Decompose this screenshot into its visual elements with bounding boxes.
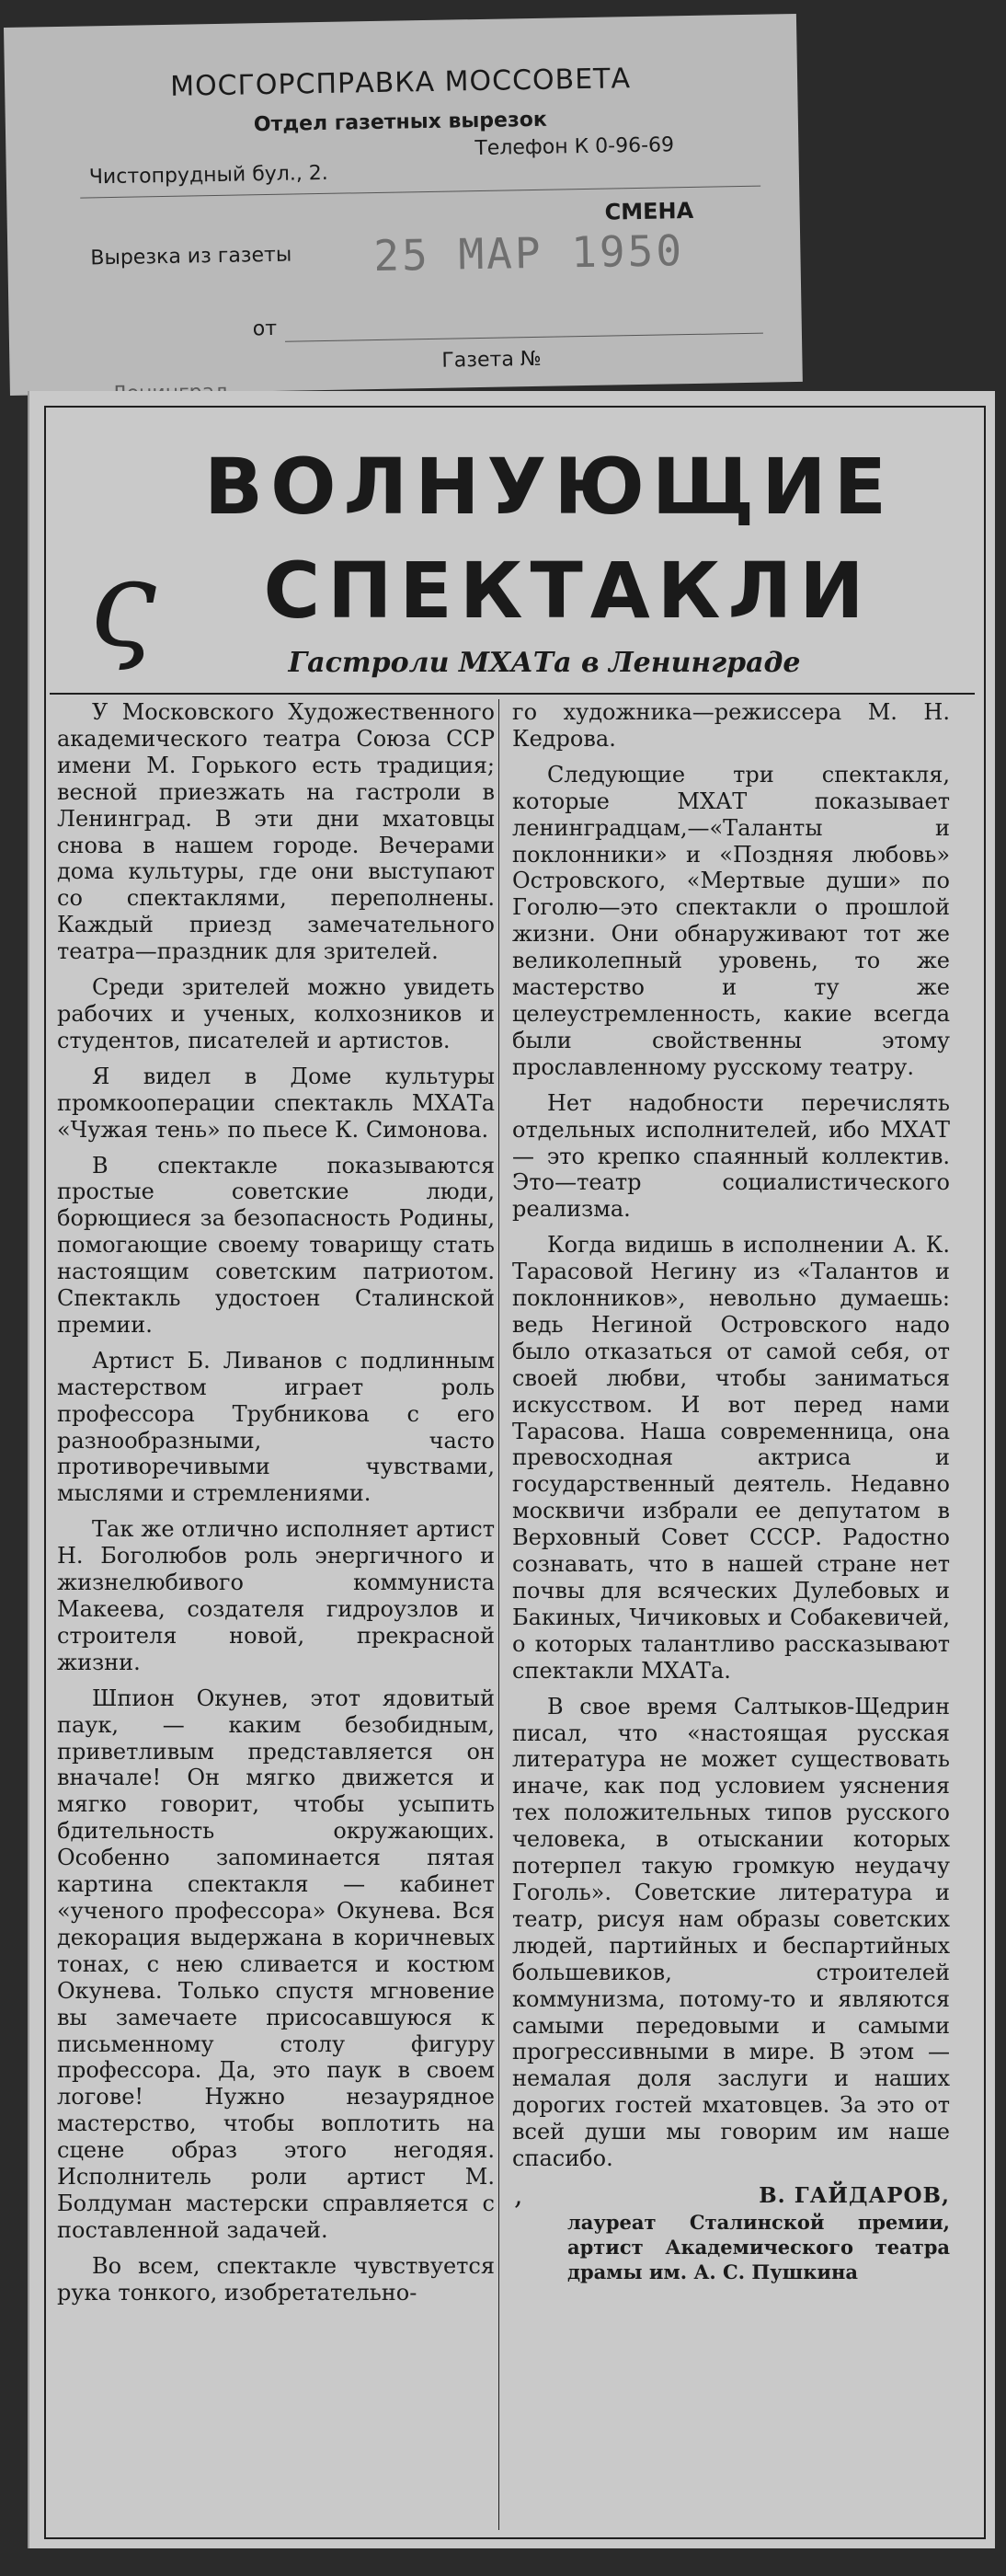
paragraph: Артист Б. Ливанов с подлинным мастерством играет роль профессора Трубникова с его разнообразными, часто противоречивыми чувствами, мыслями и стремлениями. xyxy=(57,1347,495,1507)
paragraph: Так же отлично исполняет артист Н. Боголюбов роль энергичного и жизнелюбивого коммуниста Макеева, создателя гидроузлов и строителя новой, прекрасной жизни. xyxy=(57,1516,495,1675)
paragraph: У Московского Художественного академического театра Союза ССР имени М. Горького есть традиция; весной приезжать на гастроли в Ленинград. В эти дни мхатовцы снова в нашем городе. Вечерами дома культуры, где они выступают со спектаклями, переполнены. Каждый приезд замечательного театра—праздник для зрителей. xyxy=(57,699,495,965)
paragraph: В свое время Салтыков-Щедрин писал, что «настоящая русская литература не может существовать иначе, как под условием уяснения тех положительных типов русского человека, в отыскании которых потерпел такую громкую неудачу Гоголь». Советские литература и театр, рисуя нам образы советских людей, партийных и беспартийных большевиков, строителей коммунизма, потому-то и являются самыми передовыми и самыми прогрессивными в мире. В этом — немалая доля заслуги и наших дорогих гостей мхатовцев. За это от всей души мы говорим им наше спасибо. xyxy=(512,1693,950,2172)
headline-line-1: ВОЛНУЮЩИЕ xyxy=(204,442,894,532)
stamp-from-label: от xyxy=(252,316,278,341)
paragraph: В спектакле показываются простые советские люди, борющиеся за безопасность Родины, помогающие своему товарищу стать настоящим советским патриотом. Спектакль удостоен Сталинской премии. xyxy=(57,1152,495,1338)
article-column-left xyxy=(57,699,495,2306)
paragraph: Шпион Окунев, этот ядовитый паук, — каким безобидным, приветливым представляется он вначале! Он мягко движется и мягко говорит, чтобы усыпить бдительность окружающих. Особенно запоминается пятая картина спектакля — кабинет «ученого профессора» Окунева. Вся декорация выдержана в коричневых тонах, с нею сливается и костюм Окунева. Только спустя мгновение вы замечаете присосавшуюся к письменному столу фигуру профессора. Да, это паук в своем логове! Нужно незаурядное мастерство, чтобы воплотить на сцене образ этого негодяя. Исполнитель роли артист М. Болдуман мастерски справляется с поставленной задачей. xyxy=(57,1685,495,2243)
stamp-cut-from-label: Вырезка из газеты xyxy=(90,243,292,270)
header-rule xyxy=(50,693,975,695)
author-name: В. ГАЙДАРОВ, xyxy=(759,2182,950,2208)
author-signature xyxy=(512,2179,950,2284)
column-divider xyxy=(498,699,499,2530)
stamp-divider xyxy=(80,186,760,199)
headline-line-2: СПЕКТАКЛИ xyxy=(263,546,872,636)
signature-mark: , xyxy=(514,2179,523,2212)
stamp-department: Отдел газетных вырезок xyxy=(253,108,548,137)
paragraph: Когда видишь в исполнении А. К. Тарасовой Негину из «Талантов и поклонников», невольно думаешь: ведь Негиной Островского надо было отказаться от самой себя, от своей любви, чтобы заниматься искусством. И вот перед нами Тарасова. Наша современница, она превосходная актриса и государственный деятель. Недавно москвичи избрали ее депутатом в Верховный Совет СССР. Радостно сознавать, что в нашей стране нет почвы для всяческих Дулебовых и Бакиных, Чичиковых и Собакевичей, о которых талантливо рассказывают спектакли МХАТа. xyxy=(512,1232,950,1684)
newspaper-clipping xyxy=(28,391,995,2548)
author-title: лауреат Сталинской премии, артист Академического театра драмы им. А. С. Пушкина xyxy=(567,2210,950,2283)
paragraph-continuation: го художника—режиссера М. Н. Кедрова. xyxy=(512,699,950,752)
stamp-paper-name: СМЕНА xyxy=(604,197,694,225)
stamp-date-line xyxy=(285,333,763,342)
paragraph: Во всем, спектакле чувствуется рука тонкого, изобретательно- xyxy=(57,2252,495,2306)
article-column-right xyxy=(512,699,950,2284)
stamp-phone: Телефон К 0-96-69 xyxy=(474,133,675,161)
clipping-bureau-stamp xyxy=(4,14,803,396)
stamp-organization: МОСГОРСПРАВКА МОССОВЕТА xyxy=(169,63,632,103)
paragraph: Нет надобности перечислять отдельных исполнителей, ибо МХАТ — это крепко спаянный коллектив. Это—театр социалистического реализма. xyxy=(512,1089,950,1223)
paragraph: Следующие три спектакля, которые МХАТ показывает ленинградцам,—«Таланты и поклонники» и «Поздняя любовь» Островского, «Мертвые души» по Гоголю—это спектакли о прошлой жизни. Они обнаруживают тот же великолепный уровень, то же мастерство и ту же целеустремленность, какие всегда были свойственны этому прославленному русскому театру. xyxy=(512,761,950,1080)
paragraph: Я видел в Доме культуры промкооперации спектакль МХАТа «Чужая тень» по пьесе К. Симонова. xyxy=(57,1063,495,1143)
stamp-address: Чистопрудный бул., 2. xyxy=(88,161,329,190)
subheadline: Гастроли МХАТа в Ленинграде xyxy=(288,647,801,679)
headline-swash-ornament: ς xyxy=(89,534,156,673)
stamp-date: 25 МАР 1950 xyxy=(372,225,685,282)
stamp-paper-number-label: Газета № xyxy=(441,347,542,373)
paragraph: Среди зрителей можно увидеть рабочих и ученых, колхозников и студентов, писателей и артистов. xyxy=(57,974,495,1053)
